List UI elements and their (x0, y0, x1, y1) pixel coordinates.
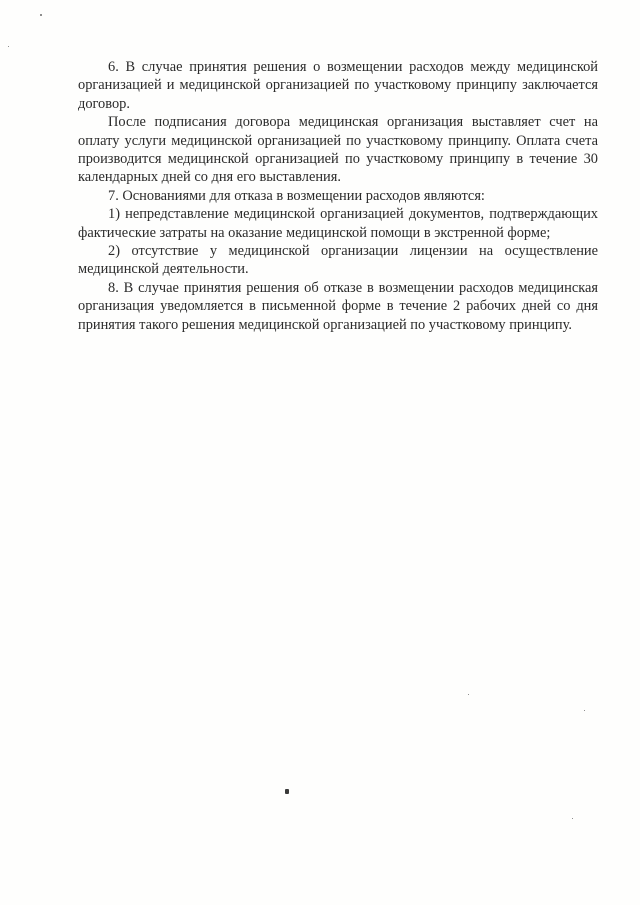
paragraph-6: 6. В случае принятия решения о возмещении расходов между медицинской организацией и медицинской организацией по участковому принципу заключается договор. (78, 59, 598, 112)
paragraph-8: 8. В случае принятия решения об отказе в возмещении расходов медицинская организация уведомляется в письменной форме в течение 2 рабочих дней со дня принятия такого решения медицинской организацией по участковому принципу. (78, 279, 598, 333)
paragraph-7: 7. Основаниями для отказа в возмещении расходов являются: (108, 187, 485, 204)
scan-speck (584, 710, 585, 711)
scan-speck (572, 818, 573, 819)
paragraph-7-item-1: 1) непредставление медицинской организацией документов, подтверждающих фактические затраты на оказание медицинской помощи в экстренной форме; (78, 206, 598, 241)
page-mark (285, 789, 289, 794)
document-body (78, 58, 598, 334)
scan-speck (468, 694, 469, 695)
paragraph-7-item-2: 2) отсутствие у медицинской организации лицензии на осуществление медицинской деятельности. (78, 243, 598, 278)
paragraph-invoice: После подписания договора медицинская организация выставляет счет на оплату услуги медицинской организацией по участковому принципу. Оплата счета производится медицинской организацией по участковому принципу в течение 30 календарных дней со дня его выставления. (78, 114, 598, 186)
scan-speck (40, 14, 42, 16)
scan-speck (8, 46, 9, 47)
